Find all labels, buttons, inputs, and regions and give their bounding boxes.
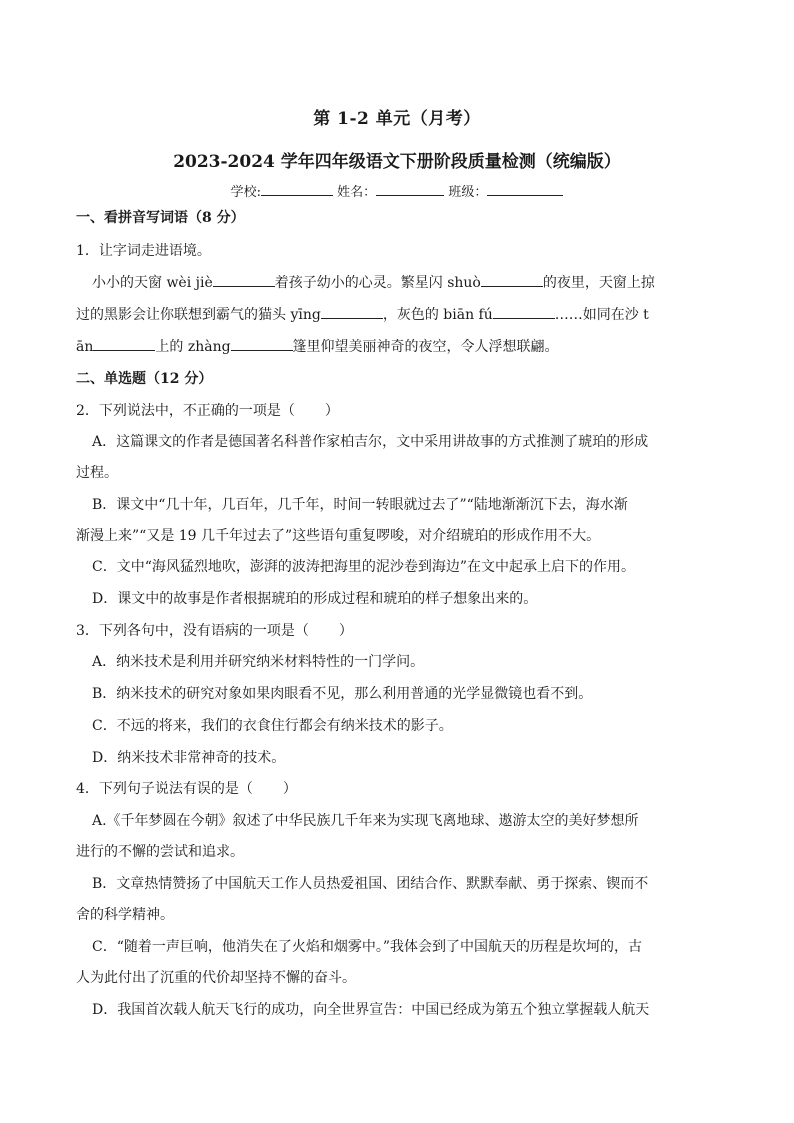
q2-option-d: D．课文中的故事是作者根据琥珀的形成过程和琥珀的样子想象出来的。 [92, 591, 538, 607]
q2-stem [76, 400, 726, 420]
answer-blank-weijie[interactable] [213, 272, 275, 287]
q4-option-d: D．我国首次载人航天飞行的成功，向全世界宣告：中国已经成为第五个独立掌握载人航天 [92, 1002, 650, 1018]
q3-stem-close: ） [338, 623, 353, 639]
q1-text: 过的黑影会让你联想到霸气的猫头 yīng [76, 307, 321, 323]
school-field[interactable] [261, 183, 333, 196]
q1-stem: 1．让字词走进语境。 [76, 243, 211, 259]
q1-text: 篷里仰望美丽神奇的夜空，令人浮想联翩。 [292, 339, 559, 355]
q1-paragraph-line-3 [76, 336, 726, 356]
section-1-title: 一、看拼音写词语（8 分） [76, 210, 245, 226]
class-field[interactable] [487, 183, 563, 196]
answer-blank-tan[interactable] [93, 336, 155, 351]
q3-option-c: C．不远的将来，我们的衣食住行都会有纳米技术的影子。 [92, 718, 453, 734]
page-subtitle: 2023-2024 学年四年级语文下册阶段质量检测（统编版） [173, 152, 621, 172]
section-2-title: 二、单选题（12 分） [76, 371, 213, 387]
q2-option-a: A．这篇课文的作者是德国著名科普作家柏吉尔，文中采用讲故事的方式推测了琥珀的形成 [92, 434, 649, 450]
q4-option-b: B．文章热情赞扬了中国航天工作人员热爱祖国、团结合作、默默奉献、勇于探索、锲而不 [92, 876, 649, 892]
q4-option-a: A.《千年梦圆在今朝》叙述了中华民族几千年来为实现飞离地球、遨游太空的美好梦想所 [92, 813, 639, 829]
q4-option-c-cont: 人为此付出了沉重的代价却坚持不懈的奋斗。 [76, 970, 356, 986]
q1-text: ……如同在沙 t [554, 307, 649, 323]
answer-blank-bianfu[interactable] [493, 304, 555, 319]
q1-text: 着孩子幼小的心灵。繁星闪 shuò [274, 275, 481, 291]
q1-text: 上的 zhàng [155, 339, 231, 355]
q1-text: 小小的天窗 wèi jiè [92, 275, 213, 291]
student-info-row [0, 181, 794, 200]
name-field[interactable] [376, 183, 444, 196]
q1-text: ，灰色的 biān fú [382, 307, 493, 323]
q2-stem-text: 2．下列说法中，不正确的一项是（ [76, 403, 295, 419]
q4-stem-text: 4．下列句子说法有误的是（ [76, 781, 253, 797]
q4-option-b-cont: 舍的科学精神。 [76, 907, 174, 923]
q3-option-d: D．纳米技术非常神奇的技术。 [92, 750, 286, 766]
q2-option-b: B．课文中“几十年，几百年，几千年，时间一转眼就过去了”“陆地渐渐沉下去，海水渐 [92, 497, 628, 513]
school-label: 学校: [230, 185, 262, 200]
q2-option-c: C．文中“海风猛烈地吹，澎湃的波涛把海里的泥沙卷到海边”在文中起承上启下的作用。 [92, 559, 636, 575]
q2-option-a-cont: 过程。 [76, 465, 118, 481]
q1-paragraph-line-1 [92, 272, 742, 292]
q2-stem-close: ） [324, 403, 339, 419]
q3-stem-text: 3．下列各句中，没有语病的一项是（ [76, 623, 309, 639]
q2-option-b-cont: 渐漫上来”“又是 19 几千年过去了”这些语句重复啰唆，对介绍琥珀的形成作用不大。 [76, 528, 601, 544]
q4-option-c: C．“随着一声巨响，他消失在了火焰和烟雾中。”我体会到了中国航天的历程是坎坷的，古 [92, 939, 643, 955]
answer-blank-ying[interactable] [321, 304, 383, 319]
q4-stem [76, 778, 726, 798]
q1-paragraph-line-2 [76, 304, 726, 324]
q1-text: 的夜里，天窗上掠 [542, 275, 655, 291]
class-label: 班级： [448, 185, 488, 200]
name-label: 姓名： [337, 185, 377, 200]
q3-option-a: A．纳米技术是利用并研究纳米材料特性的一门学问。 [92, 654, 425, 670]
q3-stem [76, 620, 726, 640]
q1-text: ān [76, 339, 94, 355]
q4-stem-close: ） [282, 781, 297, 797]
q4-option-a-cont: 进行的不懈的尝试和追求。 [76, 844, 244, 860]
page-title: 第 1-2 单元（月考） [313, 109, 481, 129]
answer-blank-zhang[interactable] [231, 336, 293, 351]
answer-blank-shuo[interactable] [481, 272, 543, 287]
q3-option-b: B．纳米技术的研究对象如果肉眼看不见，那么利用普通的光学显微镜也看不到。 [92, 686, 593, 702]
